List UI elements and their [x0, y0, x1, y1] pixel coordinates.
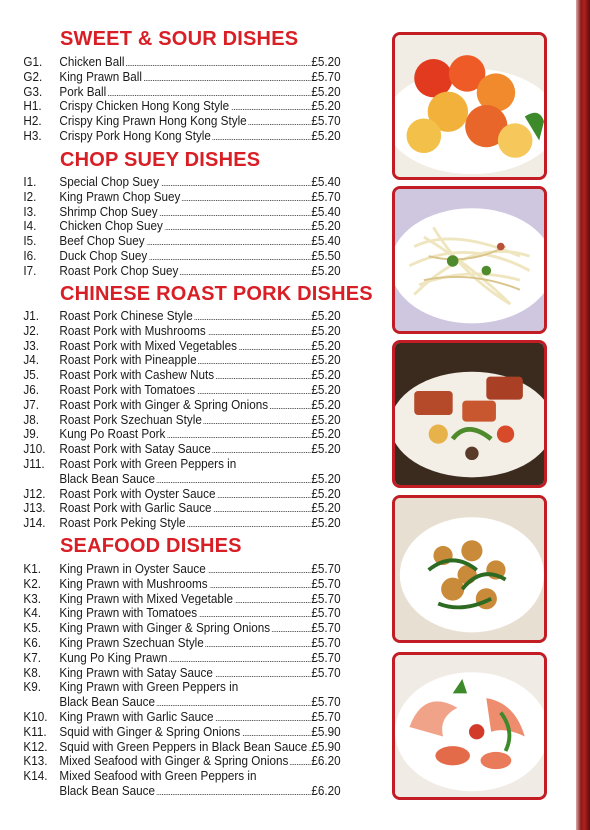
item-code: I1.	[23, 174, 37, 189]
item-price: £6.20	[311, 783, 352, 798]
item-name: Kung Po King Prawn	[59, 649, 168, 665]
item-code: I4.	[23, 218, 37, 234]
item-name: Pork Ball	[59, 83, 107, 99]
item-name: King Prawn Chop Suey	[59, 188, 181, 204]
item-name: King Prawn Szechuan Style	[59, 635, 204, 650]
menu-item	[0, 338, 351, 353]
section-title-chop-suey: CHOP SUEY DISHES	[60, 149, 261, 171]
item-code: J14.	[23, 515, 46, 531]
item-name: King Prawn with Green Peppers in	[59, 679, 239, 695]
item-price: £5.20	[311, 54, 352, 69]
item-price: £5.70	[311, 694, 352, 709]
menu-item	[0, 98, 351, 113]
item-price: £5.90	[311, 739, 352, 754]
menu-item	[0, 69, 351, 84]
menu-item	[0, 218, 351, 233]
item-price: £5.40	[311, 174, 352, 189]
section-title-sweet-sour: SWEET & SOUR DISHES	[60, 28, 299, 50]
item-code: I6.	[23, 248, 37, 263]
item-price: £5.70	[311, 69, 352, 84]
menu-item	[0, 233, 351, 248]
item-name: Squid with Green Peppers in Black Bean Sauce	[59, 738, 308, 754]
section-title-roast-pork: CHINESE ROAST PORK DISHES	[60, 283, 373, 305]
item-price: £5.70	[311, 709, 352, 724]
item-name: Roast Pork Peking Style	[59, 515, 186, 531]
menu-item	[0, 204, 351, 219]
item-price: £5.70	[311, 620, 352, 635]
menu-item	[0, 412, 351, 427]
item-name: King Prawn with Tomatoes	[59, 605, 198, 621]
menu-item	[0, 189, 351, 204]
menu-item	[0, 620, 351, 635]
menu-item	[0, 753, 351, 768]
item-name: King Prawn Ball	[59, 68, 143, 84]
menu-item	[0, 739, 351, 754]
item-code: K1.	[23, 561, 41, 576]
menu-item	[0, 128, 351, 143]
item-price: £5.20	[311, 441, 352, 456]
item-code: K3.	[23, 590, 41, 606]
item-price: £5.20	[311, 308, 352, 323]
item-name: Roast Pork with Green Peppers in	[59, 456, 237, 471]
item-price: £5.70	[311, 113, 352, 128]
item-code: G1.	[23, 54, 43, 69]
menu-item	[0, 709, 351, 724]
item-name: King Prawn with Mixed Vegetable	[59, 590, 234, 606]
item-price: £5.40	[311, 233, 352, 248]
stir-fry-chicken-greens-photo	[392, 495, 547, 643]
item-code: I3.	[23, 203, 37, 219]
menu-item-continuation	[0, 783, 351, 798]
item-name: Roast Pork with Oyster Sauce	[59, 485, 216, 501]
item-price: £5.20	[311, 382, 352, 397]
menu-item	[0, 323, 351, 338]
menu-item	[0, 263, 351, 278]
item-name: Roast Pork Chinese Style	[59, 308, 193, 323]
item-price: £5.20	[311, 500, 352, 515]
menu-item	[0, 397, 351, 412]
menu-item	[0, 635, 351, 650]
item-price: £5.20	[311, 412, 352, 427]
item-code: J3.	[23, 337, 40, 353]
item-code: K7.	[23, 649, 41, 665]
menu-item	[0, 248, 351, 263]
item-code: J10.	[23, 441, 46, 457]
item-name: Shrimp Chop Suey	[59, 203, 158, 219]
item-code: G2.	[23, 68, 43, 84]
item-code: K5.	[23, 620, 41, 636]
item-price: £5.70	[311, 650, 352, 665]
roast-pork-vegetables-photo	[392, 340, 547, 488]
item-code: J13.	[23, 500, 46, 516]
item-price: £5.20	[311, 486, 352, 501]
menu-item	[0, 768, 351, 783]
item-name: King Prawn with Mushrooms	[59, 575, 208, 591]
item-name: King Prawn in Oyster Sauce	[59, 561, 206, 576]
menu-item	[0, 113, 351, 128]
item-code: J8.	[23, 411, 40, 427]
item-code: J4.	[23, 352, 40, 368]
item-code: I7.	[23, 262, 37, 278]
item-name: Crispy Pork Hong Kong Style	[59, 128, 211, 143]
item-price: £5.20	[311, 338, 352, 353]
menu-item	[0, 650, 351, 665]
menu-item	[0, 382, 351, 397]
item-name: Mixed Seafood with Ginger & Spring Onions	[59, 753, 289, 769]
item-code: K14.	[23, 768, 48, 784]
section-title-seafood: SEAFOOD DISHES	[60, 535, 242, 557]
item-price: £5.20	[311, 263, 352, 278]
item-price: £5.50	[311, 248, 352, 263]
item-code: K9.	[23, 679, 41, 695]
menu-item	[0, 605, 351, 620]
item-name: King Prawn with Garlic Sauce	[59, 709, 214, 724]
item-code: K4.	[23, 605, 41, 621]
item-price: £5.90	[311, 724, 352, 739]
item-price: £5.20	[311, 128, 352, 143]
item-name: Roast Pork with Mushrooms	[59, 322, 206, 338]
item-name: Special Chop Suey	[59, 174, 159, 189]
menu-item	[0, 679, 351, 694]
item-price: £5.20	[311, 426, 352, 441]
item-code: J2.	[23, 322, 40, 338]
menu-item	[0, 591, 351, 606]
item-price: £5.70	[311, 576, 352, 591]
menu-item	[0, 441, 351, 456]
menu-item	[0, 456, 351, 471]
item-name: Chicken Ball	[59, 54, 125, 69]
item-price: £5.20	[311, 397, 352, 412]
item-price: £5.40	[311, 204, 352, 219]
item-code: J6.	[23, 382, 40, 397]
item-name-continued: Black Bean Sauce	[59, 783, 156, 798]
menu-item-continuation	[0, 694, 351, 709]
menu-item	[0, 500, 351, 515]
item-code: J1.	[23, 308, 40, 323]
chop-suey-noodles-photo	[392, 186, 547, 334]
item-name: Roast Pork with Mixed Vegetables	[59, 337, 237, 353]
item-name: Roast Pork Szechuan Style	[59, 411, 202, 427]
item-price: £5.70	[311, 605, 352, 620]
item-code: J12.	[23, 485, 46, 501]
item-code: K6.	[23, 635, 41, 650]
menu-item	[0, 54, 351, 69]
item-price: £5.20	[311, 323, 352, 338]
item-code: I5.	[23, 233, 37, 249]
item-price: £5.20	[311, 515, 352, 530]
menu-item	[0, 515, 351, 530]
item-code: H3.	[23, 128, 42, 143]
item-price: £5.20	[311, 218, 352, 233]
item-code: K8.	[23, 664, 41, 680]
item-price: £5.20	[311, 471, 352, 486]
menu-item	[0, 174, 351, 189]
item-code: K13.	[23, 753, 48, 769]
menu-item	[0, 561, 351, 576]
item-code: J11.	[23, 456, 45, 471]
item-price: £5.20	[311, 352, 352, 367]
item-name: King Prawn with Satay Sauce	[59, 664, 213, 680]
item-code: K12.	[23, 738, 48, 754]
menu-item	[0, 308, 351, 323]
item-name: Squid with Ginger & Spring Onions	[59, 723, 241, 739]
menu-item	[0, 426, 351, 441]
item-code: K2.	[23, 575, 41, 591]
item-code: H1.	[23, 98, 42, 114]
item-code: K10.	[23, 709, 48, 724]
menu-item	[0, 486, 351, 501]
item-code: J7.	[23, 396, 40, 412]
item-price: £5.20	[311, 98, 352, 113]
item-name: Roast Pork with Satay Sauce	[59, 441, 211, 457]
item-price: £5.70	[311, 665, 352, 680]
item-name: Beef Chop Suey	[59, 233, 145, 249]
seafood-squid-prawns-photo	[392, 652, 547, 800]
item-name-continued: Black Bean Sauce	[59, 694, 156, 710]
item-price: £5.70	[311, 591, 352, 606]
item-name: Roast Pork with Cashew Nuts	[59, 367, 215, 383]
item-name: Roast Pork with Ginger & Spring Onions	[59, 396, 269, 412]
item-code: H2.	[23, 113, 42, 129]
item-code: J5.	[23, 367, 40, 383]
item-name: Chicken Chop Suey	[59, 218, 163, 234]
menu-item	[0, 352, 351, 367]
menu-item	[0, 367, 351, 382]
item-price: £5.70	[311, 189, 352, 204]
menu-item	[0, 724, 351, 739]
item-name: Roast Pork Chop Suey	[59, 262, 179, 278]
item-name: Roast Pork with Garlic Sauce	[59, 500, 212, 516]
item-price: £5.20	[311, 84, 352, 99]
item-code: J9.	[23, 426, 40, 442]
page-edge-strip	[576, 0, 590, 830]
menu-item	[0, 576, 351, 591]
item-name: Kung Po Roast Pork	[59, 426, 166, 442]
item-name: Roast Pork with Pineapple	[59, 352, 197, 368]
item-name: Duck Chop Suey	[59, 248, 148, 263]
item-code: G3.	[23, 83, 43, 99]
item-code: K11.	[23, 723, 47, 739]
item-price: £5.70	[311, 561, 352, 576]
item-price: £5.20	[311, 367, 352, 382]
menu-item-continuation	[0, 471, 351, 486]
item-name: Crispy Chicken Hong Kong Style	[59, 98, 230, 114]
item-name: Crispy King Prawn Hong Kong Style	[59, 113, 247, 129]
item-name: Roast Pork with Tomatoes	[59, 382, 196, 397]
item-name-continued: Black Bean Sauce	[59, 470, 156, 486]
menu-item	[0, 665, 351, 680]
item-code: I2.	[23, 188, 37, 204]
item-name: Mixed Seafood with Green Peppers in	[59, 768, 257, 784]
item-name: King Prawn with Ginger & Spring Onions	[59, 620, 271, 636]
sweet-and-sour-balls-photo	[392, 32, 547, 180]
item-price: £6.20	[311, 753, 352, 768]
item-price: £5.70	[311, 635, 352, 650]
menu-item	[0, 84, 351, 99]
